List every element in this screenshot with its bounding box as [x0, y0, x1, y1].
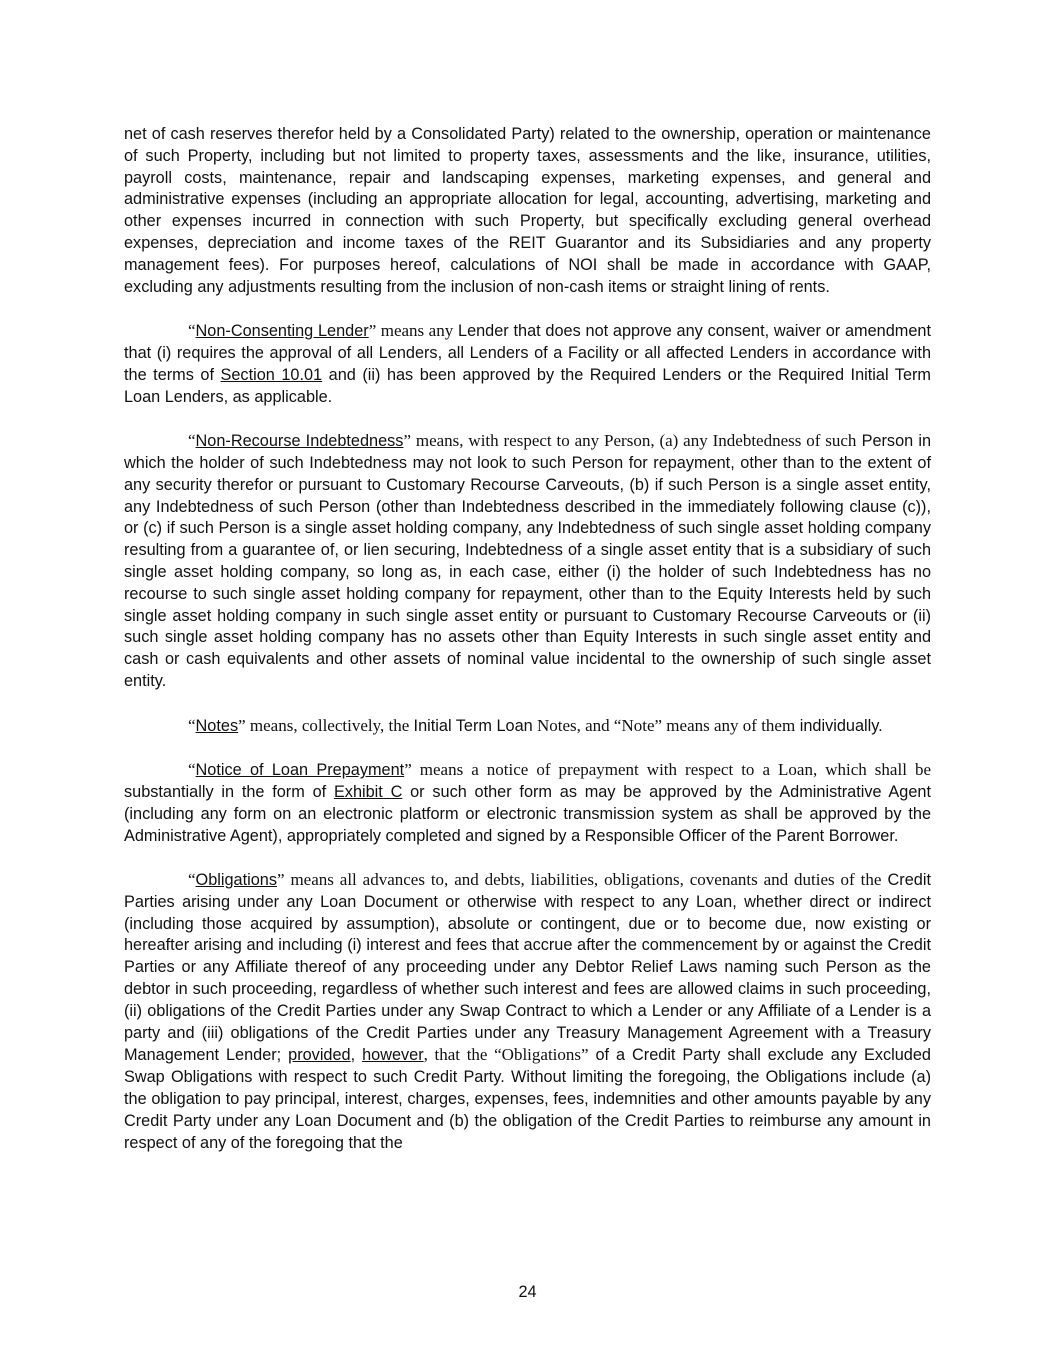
definition-lead: means any	[376, 321, 454, 341]
paragraph-noi-continuation: net of cash reserves therefor held by a Consolidated Party) related to the ownership, operation or maintenance of such Property, including but not limited to property taxes, assessments and the like, insurance, utilities, payroll costs, maintenance, repair and landscaping expenses, marketing expenses, and general and administrative expenses (including an appropriate allocation for legal, accounting, advertising, marketing and other expenses incurred in connection with such Property, but specifically excluding general overhead expenses, depreciation and income taxes of the REIT Guarantor and its Subsidiaries and any property management fees). For purposes hereof, calculations of NOI shall be made in accordance with GAAP, excluding any adjustments resulting from the inclusion of non-cash items or straight lining of rents.	[124, 125, 931, 296]
open-quote: “	[188, 431, 196, 451]
definition-notice-of-loan-prepayment	[124, 759, 931, 847]
close-quote: ”	[403, 431, 411, 451]
definition-body: substantially in the form of	[124, 782, 334, 801]
defined-term: Non-Recourse Indebtedness	[195, 432, 404, 451]
document-page	[124, 124, 931, 1176]
definition-body: or such other form as may be approved by the Administrative Agent (including any form on an electronic platform or electronic transmission system as shall be approved by the Administrative Agent), appropriately completed and signed by a Responsible Officer of the Parent Borrower.	[124, 782, 931, 845]
section-reference: Section 10.01	[220, 365, 323, 384]
defined-term: Notes	[195, 716, 239, 735]
open-quote: “	[188, 760, 196, 780]
definition-body: Lender that does not approve any consent, waiver or amendment that (i) requires the approval of all Lenders, all Lenders of a Facility or all affected Lenders in accordance with the terms of	[124, 322, 931, 384]
defined-term: Notice of Loan Prepayment	[195, 761, 405, 780]
close-quote: ”	[368, 321, 377, 341]
definition-obligations	[124, 869, 931, 1154]
definition-non-recourse-indebtedness	[124, 430, 931, 693]
definition-lead: means a notice of prepayment with respect to a Loan, which shall be	[411, 760, 931, 780]
definition-body: and (ii) has been approved by the Required Lenders or the Required Initial Term Loan Lenders, as applicable.	[124, 365, 931, 406]
close-quote: ”	[277, 870, 285, 890]
open-quote: “	[188, 870, 196, 890]
definition-body: Person in which the holder of such Indebtedness may not look to such Person for repayment, other than to the extent of any security therefor or pursuant to Customary Recourse Carveouts, (b) if such Person is a single asset entity, any Indebtedness of such Person (other than Indebtedness described in the immediately following clause (c)), or (c) if such Person is a single asset holding company, any Indebtedness of such single asset holding company resulting from a guarantee of, or lien securing, Indebtedness of a single asset entity that is a subsidiary of such single asset holding company, so long as, in each case, either (i) the holder of such Indebtedness has no recourse to such single asset holding company for repayment, other than to the Equity Interests held by such single asset holding company in such single asset entity or pursuant to Customary Recourse Carveouts or (ii) such single asset holding company has no assets other than Equity Interests in such single asset entity and cash or cash equivalents and other assets of nominal value incidental to the ownership of such single asset entity.	[124, 432, 931, 690]
definition-non-consenting-lender	[124, 320, 931, 408]
definition-notes	[124, 715, 931, 738]
definition-body: Initial Term Loan	[413, 716, 533, 735]
page-number: 24	[518, 1283, 537, 1301]
definition-body: of a Credit Party shall exclude any Excluded Swap Obligations with respect to such Credit Party. Without limiting the foregoing, the Obligations include (a) the obligation to pay principal, interest, charges, expenses, fees, indemnities and other amounts payable by any Credit Party under any Loan Document and (b) the obligation of the Credit Parties to reimburse any amount in respect of any of the foregoing that the	[124, 1046, 931, 1152]
definition-body: Credit Parties arising under any Loan Document or otherwise with respect to any Loan, whether direct or indirect (including those acquired by assumption), absolute or contingent, due or to become due, now existing or hereafter arising and including (i) interest and fees that accrue after the commencement by or against the Credit Parties or any Affiliate thereof of any proceeding under any Debtor Relief Laws naming such Person as the debtor in such proceeding, regardless of whether such interest and fees are allowed claims in such proceeding, (ii) obligations of the Credit Parties under any Swap Contract to which a Lender or any Affiliate of a Lender is a party and (iii) obligations of the Credit Parties under any Treasury Management Agreement with a Treasury Management Lender;	[124, 871, 931, 1065]
definition-lead: Notes, and “Note” means any of them	[532, 715, 796, 735]
definition-body: ,	[350, 1046, 363, 1065]
however-term: however	[362, 1046, 424, 1065]
provided-term: provided	[288, 1046, 351, 1065]
close-quote: ”	[404, 760, 412, 780]
open-quote: “	[188, 715, 196, 735]
close-quote: ”	[238, 715, 246, 735]
definition-lead: means all advances to, and debts, liabilities, obligations, covenants and duties of the	[284, 870, 882, 890]
defined-term: Non-Consenting Lender	[195, 322, 369, 341]
definition-lead: , that the “Obligations”	[423, 1045, 589, 1065]
definition-lead: means, collectively, the	[245, 715, 414, 735]
open-quote: “	[188, 321, 196, 341]
definition-body: individually.	[795, 716, 883, 735]
exhibit-reference: Exhibit C	[333, 782, 403, 801]
definition-lead: means, with respect to any Person, (a) any Indebtedness of such	[410, 431, 857, 451]
defined-term: Obligations	[195, 871, 278, 890]
